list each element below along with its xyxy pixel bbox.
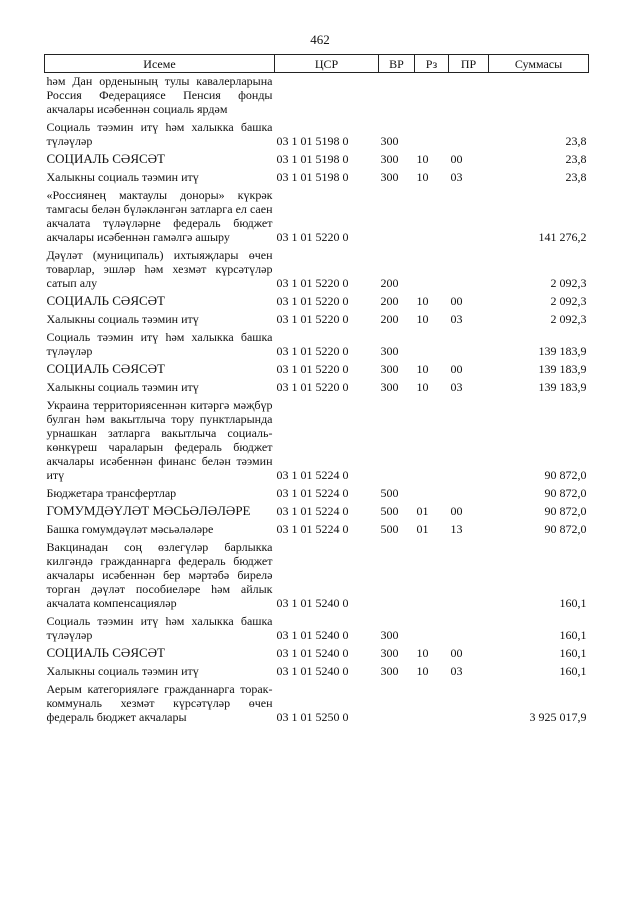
cell-pr: 03 <box>450 170 463 184</box>
header-vr: ВР <box>379 55 415 73</box>
cell-sum: 90 872,0 <box>544 522 587 536</box>
cell-sum: 2 092,3 <box>550 294 587 308</box>
cell-sum: 90 872,0 <box>544 468 587 482</box>
cell-rz <box>415 247 449 293</box>
cell-name: СОЦИАЛЬ СӘЯСӘТ <box>46 293 165 308</box>
cell-sum: 160,1 <box>559 628 587 642</box>
cell-name: Социаль тәэмин итү һәм халыкка башка түләүләр <box>46 120 273 148</box>
cell-pr: 00 <box>450 646 463 660</box>
table-row <box>45 503 589 521</box>
cell-vr <box>379 187 415 247</box>
cell-rz: 10 <box>416 664 429 678</box>
cell-name: Дәүләт (муниципаль) ихтыяҗлары өчен товарлар, эшләр һәм хезмәт күрсәтүләр сатып алу <box>46 248 273 290</box>
cell-csr: 03 1 01 5220 0 <box>276 380 349 394</box>
cell-csr: 03 1 01 5198 0 <box>276 152 349 166</box>
cell-sum: 23,8 <box>565 170 587 184</box>
cell-vr: 300 <box>380 664 399 678</box>
cell-sum: 160,1 <box>559 596 587 610</box>
cell-vr: 300 <box>380 344 399 358</box>
cell-name: Бюджетара трансфертлар <box>46 486 177 500</box>
cell-name: Халыкны социаль тәэмин итү <box>46 312 199 326</box>
cell-rz: 01 <box>416 522 429 536</box>
cell-rz: 10 <box>416 646 429 660</box>
cell-sum: 90 872,0 <box>544 486 587 500</box>
cell-name: СОЦИАЛЬ СӘЯСӘТ <box>46 151 165 166</box>
cell-name: СОЦИАЛЬ СӘЯСӘТ <box>46 361 165 376</box>
cell-csr: 03 1 01 5240 0 <box>276 596 349 610</box>
table-row <box>45 311 589 329</box>
table-row <box>45 293 589 311</box>
header-sum: Суммасы <box>489 55 589 73</box>
cell-csr: 03 1 01 5224 0 <box>276 486 349 500</box>
page-number: 462 <box>310 32 330 47</box>
cell-name: Социаль тәэмин итү һәм халыкка башка түләүләр <box>46 330 273 358</box>
cell-csr: 03 1 01 5220 0 <box>276 344 349 358</box>
table-row <box>45 539 589 613</box>
cell-pr: 03 <box>450 380 463 394</box>
cell-pr: 00 <box>450 362 463 376</box>
cell-vr: 300 <box>380 152 399 166</box>
cell-name: Халыкны социаль тәэмин итү <box>46 380 199 394</box>
cell-pr <box>449 539 489 613</box>
cell-sum: 139 183,9 <box>538 344 587 358</box>
cell-sum: 2 092,3 <box>550 312 587 326</box>
table-row <box>45 169 589 187</box>
table-row <box>45 187 589 247</box>
cell-rz <box>415 485 449 503</box>
cell-csr <box>275 73 379 120</box>
cell-vr: 300 <box>380 628 399 642</box>
cell-name: Башка гомумдәүләт мәсьәләләре <box>46 522 214 536</box>
cell-rz <box>415 187 449 247</box>
cell-rz <box>415 73 449 120</box>
cell-pr <box>449 329 489 361</box>
cell-vr: 200 <box>380 312 399 326</box>
cell-vr: 500 <box>380 486 399 500</box>
cell-rz <box>415 119 449 151</box>
cell-name: Украина территориясеннән китәргә мәҗбүр булган һәм вакытлыча тору пунктларында урнашкан затларга вакытлыча социаль-көнкүреш чараларын федераль бюджет акчалары исәбеннән финанс белән тәэмин итү <box>46 398 273 482</box>
cell-csr: 03 1 01 5220 0 <box>276 294 349 308</box>
cell-vr: 300 <box>380 134 399 148</box>
cell-rz: 01 <box>416 504 429 518</box>
cell-rz: 10 <box>416 152 429 166</box>
cell-vr <box>379 681 415 727</box>
cell-pr <box>449 397 489 485</box>
table-row <box>45 379 589 397</box>
cell-name: һәм Дан орденының тулы кавалерларына Россия Федерациясе Пенсия фонды акчалары исәбеннән социаль ярдәм <box>46 74 273 116</box>
cell-sum: 3 925 017,9 <box>529 710 587 724</box>
table-row <box>45 521 589 539</box>
cell-name: «Россиянең мактаулы доноры» күкрәк тамгасы белән бүләкләнгән затларга ел саен акчалата түләүләрне федераль бюджет акчалары исәбеннән гамәлгә ашыру <box>46 188 273 244</box>
cell-vr: 300 <box>380 362 399 376</box>
table-row <box>45 645 589 663</box>
cell-csr: 03 1 01 5224 0 <box>276 522 349 536</box>
cell-sum: 23,8 <box>565 134 587 148</box>
table-row <box>45 119 589 151</box>
cell-pr <box>449 681 489 727</box>
header-rz: Рз <box>415 55 449 73</box>
table-row <box>45 151 589 169</box>
cell-pr <box>449 73 489 120</box>
cell-csr: 03 1 01 5224 0 <box>276 468 349 482</box>
cell-pr <box>449 485 489 503</box>
cell-pr <box>449 187 489 247</box>
cell-csr: 03 1 01 5240 0 <box>276 628 349 642</box>
cell-pr <box>449 613 489 645</box>
table-row <box>45 329 589 361</box>
budget-table <box>44 54 589 727</box>
cell-pr <box>449 119 489 151</box>
cell-vr: 300 <box>380 170 399 184</box>
cell-rz <box>415 681 449 727</box>
cell-rz: 10 <box>416 362 429 376</box>
header-csr: ЦСР <box>275 55 379 73</box>
table-row <box>45 663 589 681</box>
cell-name: Аерым категорияләге гражданнарга торак-коммуналь хезмәт күрсәтүләр өчен федераль бюджет акчалары <box>46 682 273 724</box>
cell-name: СОЦИАЛЬ СӘЯСӘТ <box>46 645 165 660</box>
cell-vr: 300 <box>380 380 399 394</box>
cell-rz: 10 <box>416 294 429 308</box>
table-row <box>45 73 589 120</box>
table-row <box>45 613 589 645</box>
cell-csr: 03 1 01 5220 0 <box>276 230 349 244</box>
cell-vr <box>379 73 415 120</box>
cell-csr: 03 1 01 5224 0 <box>276 504 349 518</box>
cell-sum: 141 276,2 <box>538 230 587 244</box>
cell-name: Социаль тәэмин итү һәм халыкка башка түләүләр <box>46 614 273 642</box>
cell-pr: 03 <box>450 664 463 678</box>
header-name: Исеме <box>45 55 275 73</box>
cell-csr: 03 1 01 5198 0 <box>276 170 349 184</box>
cell-rz <box>415 613 449 645</box>
cell-pr: 13 <box>450 522 463 536</box>
cell-sum: 160,1 <box>559 646 587 660</box>
cell-rz <box>415 329 449 361</box>
cell-vr <box>379 397 415 485</box>
cell-sum: 2 092,3 <box>550 276 587 290</box>
cell-name: ГОМУМДӘҮЛӘТ МӘСЬӘЛӘЛӘРЕ <box>46 503 251 518</box>
header-row <box>45 55 589 73</box>
table-row <box>45 361 589 379</box>
cell-name: Халыкны социаль тәэмин итү <box>46 664 199 678</box>
cell-csr: 03 1 01 5220 0 <box>276 276 349 290</box>
cell-rz: 10 <box>416 170 429 184</box>
cell-pr: 00 <box>450 152 463 166</box>
cell-vr: 300 <box>380 646 399 660</box>
cell-sum: 160,1 <box>559 664 587 678</box>
cell-pr: 00 <box>450 294 463 308</box>
cell-csr: 03 1 01 5220 0 <box>276 312 349 326</box>
cell-csr: 03 1 01 5250 0 <box>276 710 349 724</box>
cell-vr: 500 <box>380 504 399 518</box>
cell-name: Халыкны социаль тәэмин итү <box>46 170 199 184</box>
table-row <box>45 247 589 293</box>
cell-rz: 10 <box>416 312 429 326</box>
cell-sum: 90 872,0 <box>544 504 587 518</box>
cell-csr: 03 1 01 5198 0 <box>276 134 349 148</box>
cell-vr <box>379 539 415 613</box>
cell-vr: 200 <box>380 276 399 290</box>
cell-rz <box>415 539 449 613</box>
cell-pr <box>449 247 489 293</box>
table-header <box>45 55 589 73</box>
cell-sum: 139 183,9 <box>538 380 587 394</box>
cell-pr: 00 <box>450 504 463 518</box>
cell-csr: 03 1 01 5240 0 <box>276 664 349 678</box>
cell-rz: 10 <box>416 380 429 394</box>
header-pr: ПР <box>449 55 489 73</box>
cell-vr: 500 <box>380 522 399 536</box>
cell-sum: 139 183,9 <box>538 362 587 376</box>
cell-csr: 03 1 01 5220 0 <box>276 362 349 376</box>
cell-rz <box>415 397 449 485</box>
cell-sum: 23,8 <box>565 152 587 166</box>
table-body <box>45 73 589 728</box>
table-row <box>45 485 589 503</box>
cell-sum <box>489 73 589 120</box>
cell-csr: 03 1 01 5240 0 <box>276 646 349 660</box>
cell-name: Вакцинадан соң өзлегүләр барлыкка килгәндә гражданнарга федераль бюджет акчалары исәбеннән бер мәртәбә бирелә торган дәүләт пособиеләре һәм айлык акчалата компенсацияләр <box>46 540 273 610</box>
table-row <box>45 397 589 485</box>
cell-vr: 200 <box>380 294 399 308</box>
cell-pr: 03 <box>450 312 463 326</box>
table-row <box>45 681 589 727</box>
